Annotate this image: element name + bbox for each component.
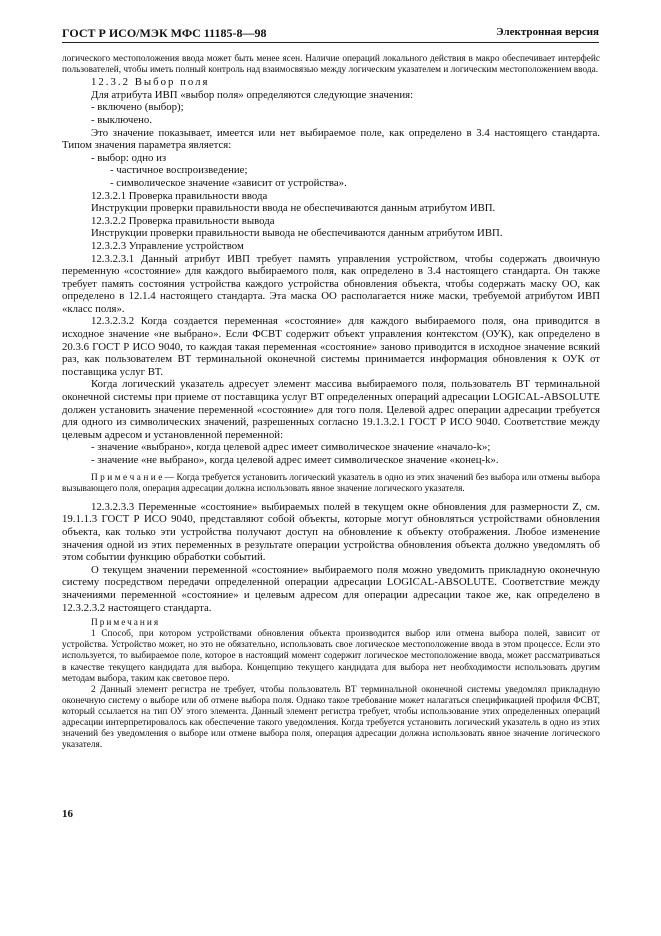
paragraph: П р и м е ч а н и е — Когда требуется установить логический указатель в одно из этих значений без выбора или отмены выбора вызывающего поля, операция адресации должна использовать явное значение логического указателя. [62, 472, 600, 494]
edition-label: Электронная версия [496, 26, 599, 38]
paragraph: 12.3.2.3 Управление устройством [91, 239, 244, 252]
page-header [62, 26, 599, 43]
paragraph: О текущем значении переменной «состояние» выбираемого поля можно уведомить прикладную оконечную систему посредством передачи определенной операции адресации LOGICAL-ABSOLUTE. Соответствие между значениями переменной «состояние» и целевым адресом для операции адресации такое же, как определено в 12.3.2.3.2 настоящего стандарта. [62, 563, 600, 614]
paragraph: Когда логический указатель адресует элемент массива выбираемого поля, пользователь ВТ терминальной оконечной системы при приеме от поставщика услуг ВТ определенных операций адресации LOGICAL-ABSOLUTE должен установить значение переменной «состояние» для того поля. Целевой адрес операции адресации требуется для одного из символических значений, разрешенных согласно 19.1.3.2.1 ГОСТ Р ИСО 9040. Соответствие между целевым адресом и установленной переменной: [62, 378, 600, 441]
standard-designation: ГОСТ Р ИСО/МЭК МФС 11185-8—98 [62, 26, 267, 40]
paragraph: - частичное воспроизведение; [110, 164, 248, 177]
paragraph: 12.3.2.1 Проверка правильности ввода [91, 189, 268, 202]
paragraph: 1 Способ, при котором устройствами обновления объекта производится выбор или отмена выбора полей, зависит от устройства. Устройство может, но это не обязательно, использовать свое логическое местоположение ввода в этом процессе. Если это используется, то выбираемое поле, которое в настоящий момент содержит логическое местоположение ввода, может рассматриваться в качестве текущего кандидата для выбора. Концепцию текущего кандидата для выбора нет необходимости использовать другим методам выбора, таким как световое перо. [62, 629, 600, 684]
body-text [62, 54, 600, 751]
paragraph: логического местоположения ввода может быть менее ясен. Наличие операций локального действия в макро обеспечивает интерфейс пользователей, чтобы иметь полный контроль над взаимосвязью между логическим указателем и логическим местоположением ввода. [62, 54, 600, 76]
paragraph: Инструкции проверки правильности вывода не обеспечиваются данным атрибутом ИВП. [91, 227, 503, 240]
paragraph: - значение «выбрано», когда целевой адрес имеет символическое значение «начало-k»; [91, 441, 491, 454]
paragraph: Инструкции проверки правильности ввода не обеспечиваются данным атрибутом ИВП. [91, 202, 496, 215]
paragraph: 12.3.2.3.1 Данный атрибут ИВП требует память управления устройством, чтобы содержать двоичную переменную «состояние» для каждого выбираемого поля, как определено в 3.4 настоящего стандарта. Он также требует память состояния устройства каждого устройства обновления объекта, чтобы содержать маску ОО, как определено в 12.1.4 настоящего стандарта. Эта маска ОО располагается ниже маски, требуемой атрибутом ИВП «класс поля». [62, 252, 600, 315]
paragraph: Для атрибута ИВП «выбор поля» определяются следующие значения: [91, 88, 414, 101]
paragraph: 12.3.2.3.3 Переменные «состояние» выбираемых полей в текущем окне обновления для размерности Z, см. 19.1.1.3 ГОСТ Р ИСО 9040, представляют собой объекты, которые могут обновляться устройствами обновления объекта, как только эти устройства получают доступ на обновление к объекту отображения. Любое изменение значения одной из этих переменных в результате операции устройства обновления объекта должно уведомлять об этом событии функцию обработки событий. [62, 500, 600, 564]
page-number: 16 [62, 808, 73, 820]
paragraph: 12.3.2.2 Проверка правильности вывода [91, 214, 275, 227]
paragraph: - выключено. [91, 113, 153, 126]
paragraph: 12.3.2.3.2 Когда создается переменная «состояние» для каждого выбираемого поля, она приводится в исходное значение «не выбрано». Если ФСВТ содержит объект управления контекстом (ОУК), как определено в 20.3.6 ГОСТ Р ИСО 9040, то каждая такая переменная «состояние» заново приводится в исходное значение всякий раз, как пользователем ВТ терминальной оконечной системы принимается информация обновления к ОУК от поставщика услуг ВТ. [62, 315, 600, 378]
paragraph: 2 Данный элемент регистра не требует, чтобы пользователь ВТ терминальной оконечной системы уведомлял прикладную оконечную систему о выборе или об отмене выбора поля. Однако такое требование может налагаться спецификацией профиля ФСВТ, который ссылается на тип ОУ этого элемента. Данный элемент регистра требует, чтобы использование этих определенных операций адресации интерпретировалось как обеспечение такого уведомления. Когда требуется установить логический указатель в одно из этих значений без уведомления о выборе или отмене выбора поля, операция адресации должна использовать явное значение логического указателя. [62, 684, 600, 751]
paragraph: - значение «не выбрано», когда целевой адрес имеет символическое значение «конец-k». [91, 454, 499, 466]
paragraph: Это значение показывает, имеется или нет выбираемое поле, как определено в 3.4 настоящего стандарта. Типом значения параметра является: [62, 126, 600, 152]
paragraph: - символическое значение «зависит от устройства». [110, 176, 347, 189]
paragraph: - включено (выбор); [91, 101, 184, 114]
paragraph: 12.3.2 Выбор поля [91, 76, 210, 89]
paragraph: - выбор: одно из [91, 151, 167, 164]
paragraph: Примечания [91, 618, 161, 629]
